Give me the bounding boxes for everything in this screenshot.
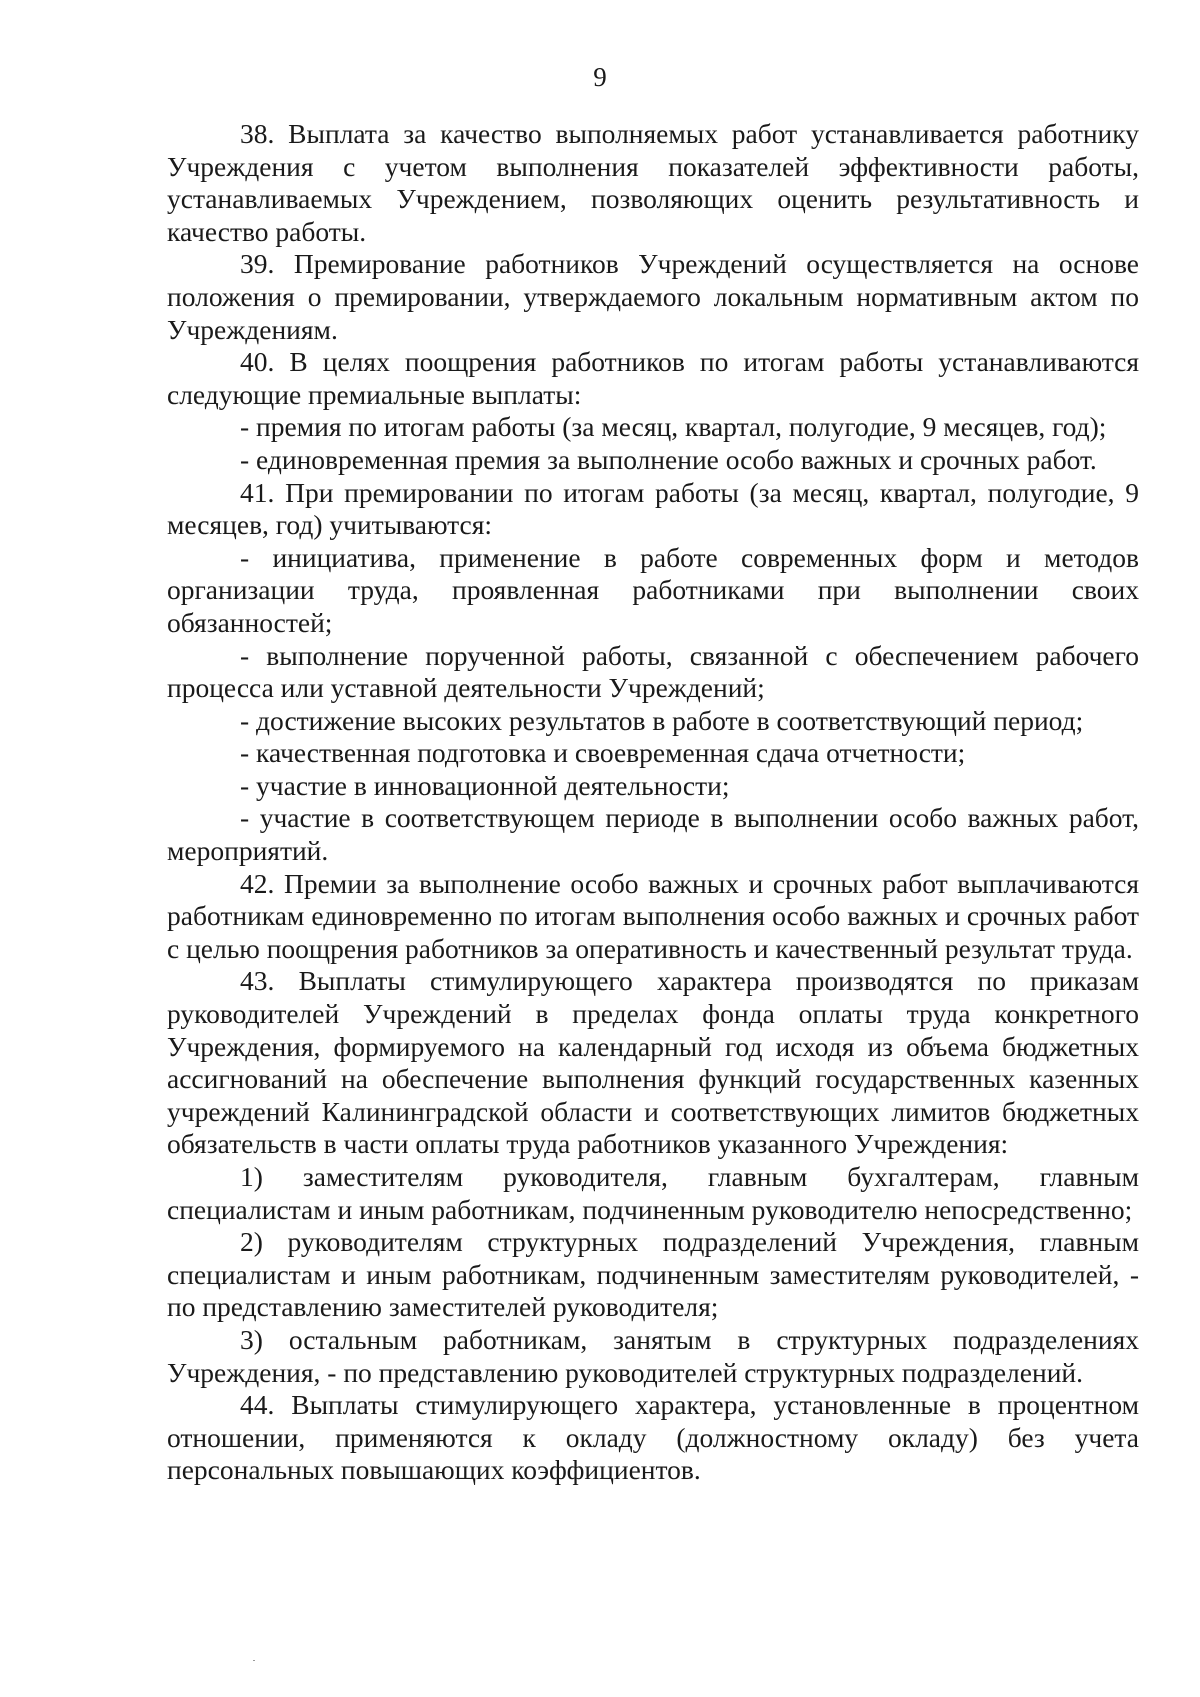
list-item: - премия по итогам работы (за месяц, квартал, полугодие, 9 месяцев, год); <box>240 411 1107 443</box>
paragraph-42: 42. Премии за выполнение особо важных и срочных работ выплачиваются работникам единовременно по итогам выполнения особо важных и срочных работ с целью поощрения работников за оперативность и качественный результат труда. <box>167 867 1139 964</box>
paragraph-40: 40. В целях поощрения работников по итогам работы устанавливаются следующие премиальные выплаты: <box>167 346 1139 410</box>
list-item: - участие в инновационной деятельности; <box>240 769 730 801</box>
document-body <box>167 118 1139 1487</box>
list-item: - выполнение порученной работы, связанной с обеспечением рабочего процесса или уставной деятельности Учреждений; <box>167 639 1139 704</box>
list-item: - единовременная премия за выполнение особо важных и срочных работ. <box>240 443 1097 475</box>
numbered-item-2: 2) руководителям структурных подразделений Учреждения, главным специалистам и иным работникам, подчиненным заместителям руководителей, - по представлению заместителей руководителя; <box>167 1226 1139 1323</box>
numbered-item-1: 1) заместителям руководителя, главным бухгалтерам, главным специалистам и иным работникам, подчиненным руководителю непосредственно; <box>167 1161 1139 1225</box>
paragraph-38: 38. Выплата за качество выполняемых работ устанавливается работнику Учреждения с учетом выполнения показателей эффективности работы, устанавливаемых Учреждением, позволяющих оценить результативность и качество работы. <box>167 118 1139 247</box>
paragraph-44: 44. Выплаты стимулирующего характера, установленные в процентном отношении, применяются к окладу (должностному окладу) без учета персональных повышающих коэффициентов. <box>167 1389 1139 1486</box>
numbered-item-3: 3) остальным работникам, занятым в структурных подразделениях Учреждения, - по представлению руководителей структурных подразделений. <box>167 1323 1139 1388</box>
paragraph-41: 41. При премировании по итогам работы (за месяц, квартал, полугодие, 9 месяцев, год) учитываются: <box>167 476 1139 541</box>
paragraph-39: 39. Премирование работников Учреждений осуществляется на основе положения о премировании, утверждаемого локальным нормативным актом по Учреждениям. <box>167 248 1139 345</box>
list-item: - участие в соответствующем периоде в выполнении особо важных работ, мероприятий. <box>167 802 1139 867</box>
list-item: - достижение высоких результатов в работе в соответствующий период; <box>240 704 1084 736</box>
paragraph-43: 43. Выплаты стимулирующего характера производятся по приказам руководителей Учреждений в пределах фонда оплаты труда конкретного Учреждения, формируемого на календарный год исходя из объема бюджетных ассигнований на обеспечение выполнения функций государственных казенных учреждений Калининградской области и соответствующих лимитов бюджетных обязательств в части оплаты труда работников указанного Учреждения: <box>167 965 1139 1160</box>
list-item: - качественная подготовка и своевременная сдача отчетности; <box>240 737 966 769</box>
list-item: - инициатива, применение в работе современных форм и методов организации труда, проявленная работниками при выполнении своих обязанностей; <box>167 541 1139 638</box>
scan-artifact <box>253 1660 255 1661</box>
page-number: 9 <box>593 62 607 92</box>
